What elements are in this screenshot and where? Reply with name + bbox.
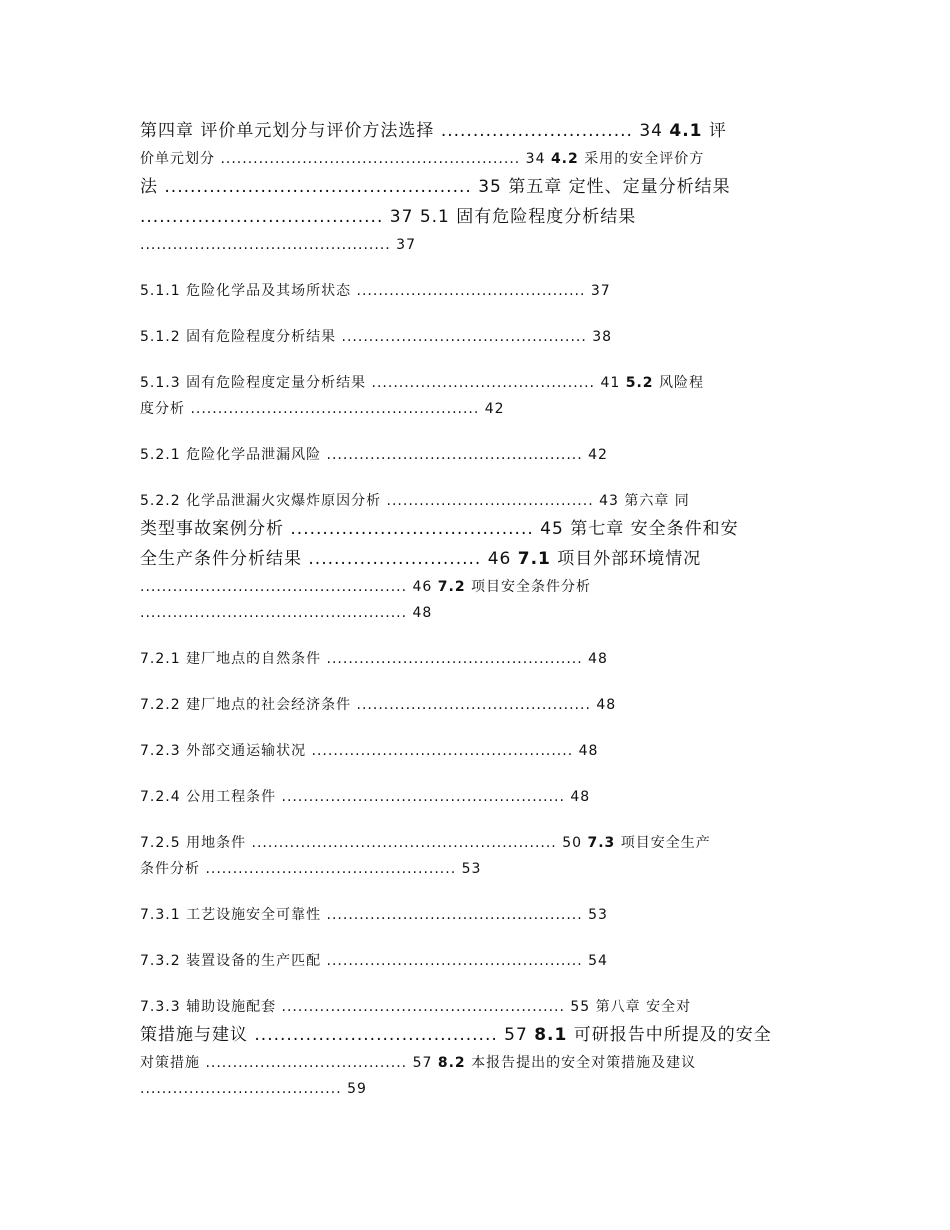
toc-text: 5.2.2 化学品泄漏火灾爆炸原因分析 (140, 493, 387, 509)
toc-text: 37 (585, 283, 611, 299)
toc-line (140, 784, 808, 810)
toc-text: 7.2.1 建厂地点的自然条件 (140, 651, 327, 667)
toc-text: 53 (582, 907, 608, 923)
toc-text: ............................................... (326, 447, 583, 463)
toc-text: 48 (564, 789, 591, 805)
toc-text: 5.2.1 危险化学品泄漏风险 (140, 447, 327, 463)
toc-text: ............................................... (326, 953, 583, 969)
toc-text: 34 (632, 121, 670, 141)
toc-line (140, 692, 808, 718)
toc-section-number: 8.2 (437, 1055, 466, 1071)
toc-text: 项目安全条件分析 (465, 579, 592, 595)
toc-text: .............................................. (205, 861, 457, 877)
toc-text: ............................................. (341, 329, 587, 345)
toc-text: 项目安全生产 (615, 835, 711, 851)
toc-text: 全生产条件分析结果 (140, 549, 309, 569)
toc-text: 35 第五章 定性、定量分析结果 (471, 177, 731, 197)
toc-text: 条件分析 (140, 861, 206, 877)
toc-text: .......................................... (356, 283, 586, 299)
toc-text: 策措施与建议 (140, 1025, 255, 1045)
toc-text: 59 (341, 1081, 367, 1097)
toc-text: ................................................ (164, 177, 472, 197)
toc-text: 风险程 (653, 375, 704, 391)
toc-text: ...................................... (290, 519, 534, 539)
toc-line (140, 902, 808, 928)
toc-text: 42 (582, 447, 608, 463)
toc-text: 7.2.2 建厂地点的社会经济条件 (140, 697, 357, 713)
toc-section-number: 7.2 (437, 579, 466, 595)
toc-text: 48 (573, 743, 599, 759)
toc-text: 57 (497, 1025, 535, 1045)
toc-text: ............................................... (326, 651, 583, 667)
toc-text: ...................................... (140, 207, 384, 227)
toc-text: 本报告提出的安全对策措施及建议 (465, 1055, 697, 1071)
toc-text: ................................................. (140, 605, 408, 621)
toc-text: ...................................... (254, 1025, 498, 1045)
toc-line (140, 830, 808, 856)
toc-text: 评 (702, 121, 727, 141)
toc-text: 法 (140, 177, 165, 197)
toc-text: 价单元划分 (140, 151, 221, 167)
toc-text: 43 第六章 同 (593, 493, 690, 509)
toc-line (140, 1050, 808, 1076)
toc-text: 42 (479, 401, 505, 417)
toc-text: .............................. (440, 121, 633, 141)
toc-line (140, 116, 808, 146)
toc-line (140, 146, 808, 172)
toc-text: 7.2.4 公用工程条件 (140, 789, 282, 805)
toc-text: 5.1 固有危险程度分析结果 (419, 207, 637, 227)
toc-text: 采用的安全评价方 (578, 151, 705, 167)
toc-text: 34 (520, 151, 551, 167)
toc-line (140, 600, 808, 626)
toc-line (140, 514, 808, 544)
toc-text: 37 (390, 237, 416, 253)
toc-section-number: 5.2 (625, 375, 654, 391)
toc-line (140, 544, 808, 574)
toc-text: 45 第七章 安全条件和安 (533, 519, 739, 539)
toc-section-number: 4.1 (669, 121, 703, 141)
toc-text: ........................................... (356, 697, 591, 713)
toc-text: ..................................... (140, 1081, 342, 1097)
toc-text: 第四章 评价单元划分与评价方法选择 (140, 121, 441, 141)
toc-text: 41 (595, 375, 626, 391)
toc-line (140, 232, 808, 258)
toc-text: 55 第八章 安全对 (564, 999, 692, 1015)
table-of-contents (140, 116, 808, 1102)
toc-text: ......................................... (371, 375, 595, 391)
toc-text: 57 (407, 1055, 438, 1071)
toc-text: ..................................... (205, 1055, 408, 1071)
toc-text: 50 (556, 835, 588, 851)
toc-line (140, 488, 808, 514)
toc-text: ................................................. (140, 579, 408, 595)
toc-line (140, 948, 808, 974)
toc-line (140, 278, 808, 304)
toc-section-number: 7.1 (517, 549, 551, 569)
toc-line (140, 396, 808, 422)
toc-line (140, 646, 808, 672)
toc-line (140, 1076, 808, 1102)
toc-section-number: 7.3 (587, 835, 616, 851)
toc-text: 37 (383, 207, 420, 227)
toc-text: .............................................. (140, 237, 391, 253)
toc-text: 48 (590, 697, 617, 713)
toc-line (140, 370, 808, 396)
toc-text: ................................................ (311, 743, 574, 759)
toc-text: 5.1.2 固有危险程度分析结果 (140, 329, 342, 345)
toc-line (140, 738, 808, 764)
toc-text: 7.3.1 工艺设施安全可靠性 (140, 907, 327, 923)
toc-text: .................................................... (281, 999, 565, 1015)
toc-text: 7.3.2 装置设备的生产匹配 (140, 953, 327, 969)
toc-text: 度分析 (140, 401, 191, 417)
toc-section-number: 4.2 (550, 151, 579, 167)
toc-line (140, 994, 808, 1020)
toc-text: 可研报告中所提及的安全 (567, 1025, 772, 1045)
toc-text: 对策措施 (140, 1055, 206, 1071)
toc-text: ...................................... (386, 493, 594, 509)
toc-line (140, 324, 808, 350)
toc-text: 53 (456, 861, 482, 877)
toc-text: 48 (582, 651, 608, 667)
toc-text: 5.1.3 固有危险程度定量分析结果 (140, 375, 372, 391)
toc-line (140, 1020, 808, 1050)
toc-text: 46 (407, 579, 438, 595)
toc-text: ....................................................... (220, 151, 521, 167)
toc-text: ........................................................ (251, 835, 557, 851)
toc-text: 46 (481, 549, 518, 569)
toc-text: 54 (582, 953, 608, 969)
toc-text: 7.2.5 用地条件 (140, 835, 252, 851)
toc-line (140, 856, 808, 882)
toc-text: ............................................... (326, 907, 583, 923)
toc-text: 7.3.3 辅助设施配套 (140, 999, 282, 1015)
toc-text: ..................................................... (190, 401, 480, 417)
toc-text: 7.2.3 外部交通运输状况 (140, 743, 312, 759)
toc-text: ........................... (308, 549, 482, 569)
toc-text: 类型事故案例分析 (140, 519, 291, 539)
toc-text: 48 (407, 605, 433, 621)
toc-line (140, 442, 808, 468)
toc-text: 5.1.1 危险化学品及其场所状态 (140, 283, 357, 299)
toc-text: 38 (586, 329, 613, 345)
toc-line (140, 172, 808, 202)
toc-text: 项目外部环境情况 (550, 549, 702, 569)
toc-section-number: 8.1 (534, 1025, 568, 1045)
toc-line (140, 202, 808, 232)
toc-line (140, 574, 808, 600)
toc-text: .................................................... (281, 789, 565, 805)
